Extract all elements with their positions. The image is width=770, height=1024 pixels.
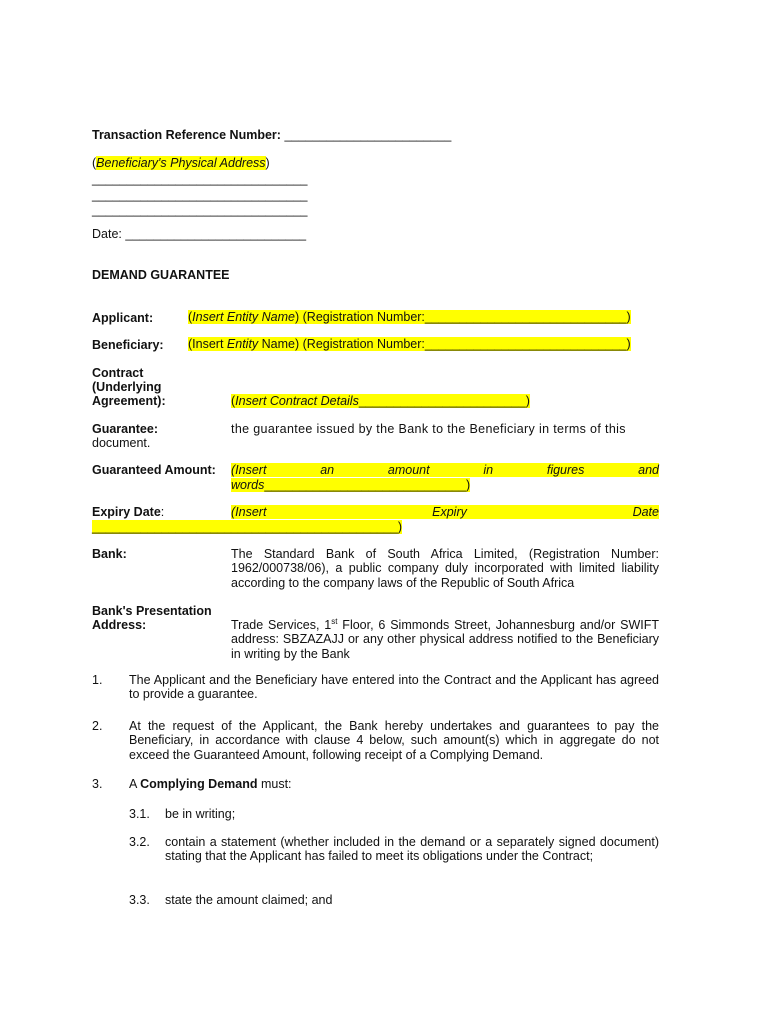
- clause-number: 1.: [92, 673, 103, 687]
- expiry-date-line-1: [231, 505, 659, 519]
- amount-word: figures: [546, 463, 585, 477]
- subclause-number: 3.1.: [129, 807, 150, 821]
- expiry-date-label-line: [92, 505, 164, 519]
- clause-text: [129, 777, 292, 791]
- applicant-registration: ) (Registration Number:_____________________________): [295, 310, 631, 324]
- complying-demand-term: Complying Demand: [140, 777, 258, 791]
- bank-description: The Standard Bank of South Africa Limited, (Registration Number: 1962/000738/06), a public company duly incorporated with limited liability according to the company laws of the Republic of South Africa: [231, 547, 659, 590]
- clause-text: At the request of the Applicant, the Bank hereby undertakes and guarantees to pay the Beneficiary, in accordance with clause 4 below, such amount(s) which in aggregate do not exceed the Guaranteed Amount, following receipt of a Complying Demand.: [129, 719, 659, 762]
- guarantee-definition: the guarantee issued by the Bank to the Beneficiary in terms of this: [231, 422, 626, 436]
- presentation-label-2: Address:: [92, 618, 147, 632]
- date-blank: __________________________: [125, 227, 307, 241]
- guaranteed-amount-label: Guaranteed Amount:: [92, 463, 216, 477]
- presentation-text-a: Trade Services, 1: [231, 618, 332, 632]
- expiry-word: Date: [632, 505, 659, 519]
- beneficiary-address-text: Beneficiary's Physical Address: [96, 156, 266, 170]
- address-line-1: _______________________________: [92, 172, 308, 186]
- clause-3-tail: must:: [257, 777, 292, 791]
- amount-word: (Insert: [231, 463, 267, 477]
- beneficiary-address-placeholder: [92, 156, 270, 170]
- presentation-address: [231, 618, 659, 661]
- clause-number: 3.: [92, 777, 103, 791]
- subclause-text: state the amount claimed; and: [165, 893, 333, 907]
- address-line-2: _______________________________: [92, 188, 308, 202]
- contract-open: (: [231, 394, 236, 408]
- contract-label-3: Agreement):: [92, 394, 166, 408]
- document-title: DEMAND GUARANTEE: [92, 268, 230, 282]
- expiry-word: (Insert: [231, 505, 267, 519]
- applicant-open: (: [188, 310, 193, 324]
- amount-words-blank: _____________________________): [264, 478, 471, 492]
- expiry-word: Expiry: [432, 505, 467, 519]
- amount-word: in: [483, 463, 494, 477]
- expiry-date-line-2: ____________________________________________): [92, 520, 403, 534]
- guaranteed-amount-line-1: [231, 463, 659, 477]
- beneficiary-insert: (Insert: [188, 337, 227, 351]
- date-line: [92, 227, 306, 241]
- subclause-text: be in writing;: [165, 807, 236, 821]
- applicant-entity-name: Insert Entity Name: [192, 310, 295, 324]
- subclause-number: 3.2.: [129, 835, 150, 849]
- transaction-reference-label: Transaction Reference Number:: [92, 128, 281, 142]
- beneficiary-value: [188, 337, 631, 351]
- contract-blank: ________________________): [358, 394, 530, 408]
- amount-words-label: words: [231, 478, 265, 492]
- address-open-paren: (: [92, 156, 97, 170]
- subclause-number: 3.3.: [129, 893, 150, 907]
- guaranteed-amount-line-2: [231, 478, 470, 492]
- contract-value: [231, 394, 530, 408]
- guarantee-text: [231, 422, 659, 436]
- contract-label-2: (Underlying: [92, 380, 162, 394]
- clause-3-lead: A: [129, 777, 141, 791]
- bank-label: Bank:: [92, 547, 127, 561]
- presentation-sup: st: [331, 616, 338, 626]
- address-close-paren: ): [265, 156, 270, 170]
- presentation-label-1: Bank's Presentation: [92, 604, 212, 618]
- address-line-3: _______________________________: [92, 203, 308, 217]
- guarantee-label: Guarantee:: [92, 422, 158, 436]
- transaction-reference-blank: ________________________: [284, 128, 452, 142]
- applicant-label: Applicant:: [92, 311, 154, 325]
- guarantee-continuation: document.: [92, 436, 151, 450]
- clause-text: The Applicant and the Beneficiary have entered into the Contract and the Applicant has agreed to provide a guarantee.: [129, 673, 659, 702]
- expiry-colon: :: [160, 505, 165, 519]
- subclause-text: contain a statement (whether included in the demand or a separately signed document) stating that the Applicant has failed to meet its obligations under the Contract;: [165, 835, 659, 864]
- contract-label-1: Contract: [92, 366, 144, 380]
- presentation-text-b: Floor, 6 Simmonds Street, Johannesburg and/or SWIFT address: SBZAZAJJ or any other physical address notified to the Beneficiary in writing by the Bank: [231, 618, 659, 661]
- beneficiary-entity: Entity: [226, 337, 259, 351]
- date-label: Date:: [92, 227, 122, 241]
- amount-word: amount: [387, 463, 430, 477]
- applicant-value: [188, 310, 631, 324]
- beneficiary-label: Beneficiary:: [92, 338, 164, 352]
- expiry-date-label: Expiry Date: [92, 505, 161, 519]
- transaction-reference-line: [92, 128, 451, 142]
- amount-word: and: [638, 463, 659, 477]
- beneficiary-registration: Name) (Registration Number:_____________________________): [258, 337, 631, 351]
- contract-details: Insert Contract Details: [235, 394, 359, 408]
- amount-word: an: [320, 463, 335, 477]
- clause-number: 2.: [92, 719, 103, 733]
